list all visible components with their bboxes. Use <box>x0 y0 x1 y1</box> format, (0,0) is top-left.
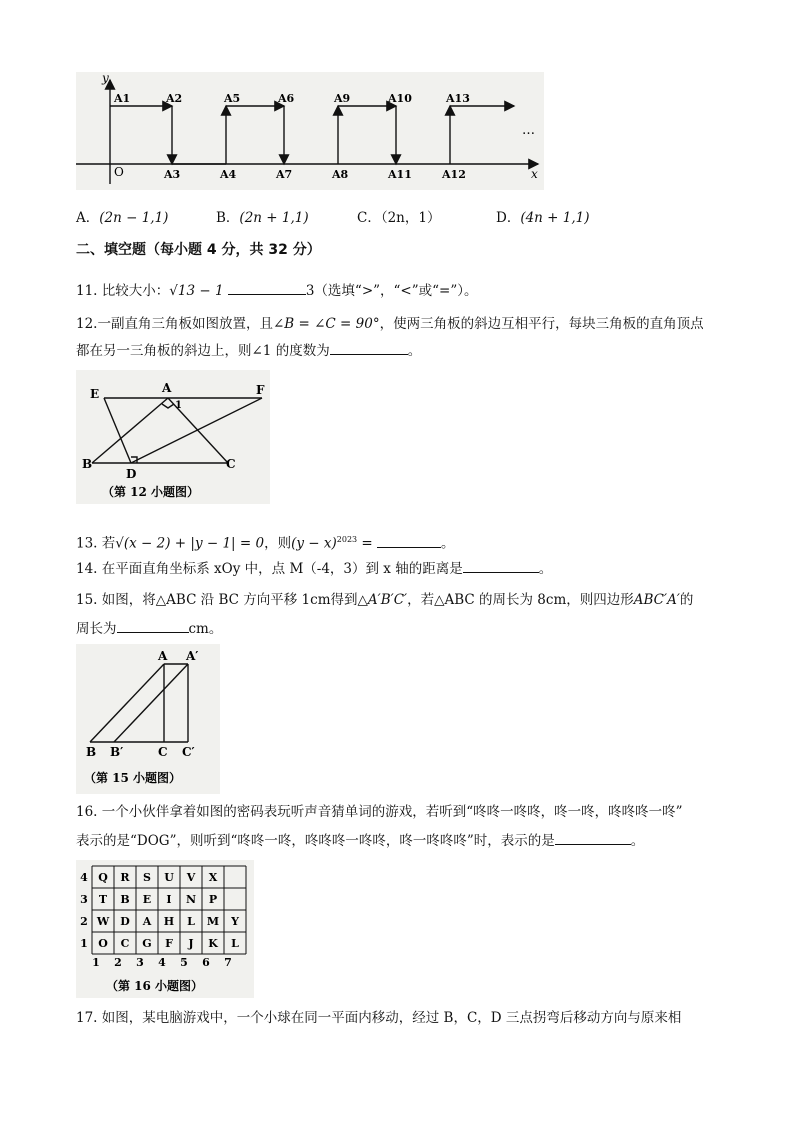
q12-text-2: ，使两三角板的斜边互相平行，每块三角板的直角顶点 <box>379 316 704 332</box>
grid-cell-letter: L <box>231 937 239 950</box>
grid-cell-letter: I <box>166 893 172 906</box>
row-label: 3 <box>80 893 88 906</box>
q13-end: 。 <box>441 535 455 552</box>
label-A13: A13 <box>446 92 470 105</box>
line-BA <box>92 398 168 463</box>
grid-cell-letter: S <box>143 871 151 884</box>
label-A-prime: A′ <box>186 649 199 663</box>
figure-16-caption: （第 16 小题图） <box>106 979 204 993</box>
grid-cell-letter: X <box>208 871 218 884</box>
label-A4: A4 <box>220 168 237 181</box>
q13-expr-1: √(x − 2) + |y − 1| = 0 <box>115 535 265 552</box>
q13-expr-2: (y − x) <box>291 535 337 552</box>
q15-text-3: 的 <box>679 592 694 608</box>
label-A: A <box>162 381 172 395</box>
label-A1: A1 <box>114 92 131 105</box>
q14-answer-blank[interactable] <box>463 558 539 573</box>
figure-12-caption: （第 12 小题图） <box>102 485 200 499</box>
option-d[interactable] <box>496 206 590 226</box>
label-angle-1: 1 <box>175 400 182 411</box>
question-16-line2 <box>76 830 644 851</box>
q16-text: 表示的是“DOG”，则听到“咚咚一咚，咚咚咚一咚咚，咚一咚咚咚”时，表示的是 <box>76 833 555 849</box>
ellipsis: … <box>522 123 535 138</box>
question-11 <box>76 280 478 301</box>
label-A6: A6 <box>278 92 295 105</box>
question-16-line1: 16. 一个小伙伴拿着如图的密码表玩听声音猜单词的游戏，若听到“咚咚一咚咚，咚一咚，咚咚咚一咚” <box>76 804 683 820</box>
q11-prefix: 11. 比较大小： <box>76 283 170 299</box>
option-c-expr: （2n，1） <box>380 210 441 226</box>
option-c-letter: C． <box>357 210 381 226</box>
q12-text-1: 12.一副直角三角板如图放置，且 <box>76 316 273 332</box>
option-d-letter: D． <box>496 210 521 226</box>
label-A9: A9 <box>334 92 351 105</box>
question-12-line2 <box>76 340 421 361</box>
q15-expr-1: △A′B′C′ <box>357 592 408 608</box>
grid-cell-letter: G <box>142 937 152 950</box>
column-label: 6 <box>202 956 210 969</box>
grid-cell-letter: N <box>185 893 197 906</box>
grid-cell-letter: A <box>142 915 152 928</box>
label-A8: A8 <box>332 168 349 181</box>
q16-answer-blank[interactable] <box>555 830 631 845</box>
column-label: 1 <box>92 956 100 969</box>
question-12-line1 <box>76 314 704 334</box>
label-B: B <box>86 745 97 759</box>
q13-equals: = <box>357 535 378 552</box>
q12-text-end: 。 <box>407 343 422 359</box>
line-B-prime-A-prime <box>114 664 188 742</box>
label-E: E <box>90 387 100 401</box>
q15-text-2: ，若△ABC 的周长为 8cm，则四边形 <box>407 592 634 608</box>
option-b-letter: B． <box>216 210 240 226</box>
cipher-grid <box>76 860 254 998</box>
grid-cell-letter: R <box>120 871 130 884</box>
label-A2: A2 <box>166 92 183 105</box>
label-D: D <box>126 467 137 481</box>
grid-cell-letter: O <box>98 937 108 950</box>
label-B-prime: B′ <box>110 745 124 759</box>
figure-12 <box>76 370 270 504</box>
label-A5: A5 <box>224 92 241 105</box>
question-14 <box>76 558 552 579</box>
label-F: F <box>256 383 265 397</box>
origin-label: O <box>114 165 124 179</box>
question-15-line2 <box>76 618 222 639</box>
q14-text: 14. 在平面直角坐标系 xOy 中，点 M（-4，3）到 x 轴的距离是 <box>76 561 463 577</box>
label-A3: A3 <box>164 168 181 181</box>
right-angle-mark-A <box>162 404 174 408</box>
grid-cell-letter: C <box>120 937 130 950</box>
q13-answer-blank[interactable] <box>377 533 441 548</box>
x-axis-label: x <box>531 167 538 181</box>
column-label: 3 <box>136 956 144 969</box>
label-C: C <box>226 457 236 471</box>
option-d-expr: (4n + 1,1) <box>520 210 590 226</box>
q13-mid: ，则 <box>264 535 292 552</box>
option-a-expr: (2n − 1,1) <box>99 210 169 226</box>
column-label: 2 <box>114 956 122 969</box>
column-label: 5 <box>180 956 188 969</box>
grid-cell-letter: V <box>186 871 196 884</box>
q14-end: 。 <box>538 561 553 577</box>
q15-answer-blank[interactable] <box>117 618 189 633</box>
line-BA <box>90 664 164 742</box>
grid-cell-letter: B <box>120 893 130 906</box>
grid-cell-letter: K <box>208 937 218 950</box>
line-ED <box>104 398 131 463</box>
q16-end: 。 <box>630 833 645 849</box>
label-A7: A7 <box>276 168 293 181</box>
row-label: 1 <box>80 937 88 950</box>
label-C-prime: C′ <box>182 745 195 759</box>
section-title: 二、填空题（每小题 4 分，共 32 分） <box>76 242 321 258</box>
label-A10: A10 <box>388 92 412 105</box>
label-A12: A12 <box>442 168 466 181</box>
grid-cell-letter: Y <box>231 915 239 928</box>
y-axis-label: y <box>102 72 109 85</box>
q15-text-4: 周长为 <box>76 621 117 637</box>
grid-cell-letter: J <box>188 937 194 950</box>
option-a-letter: A． <box>76 210 100 226</box>
q13-prefix: 13. 若 <box>76 535 116 552</box>
option-a[interactable] <box>76 206 168 226</box>
q13-exponent: 2023 <box>336 535 358 544</box>
grid-cell-letter: E <box>142 893 152 906</box>
figure-15-caption: （第 15 小题图） <box>84 771 182 785</box>
row-label: 2 <box>80 915 88 928</box>
q12-answer-blank[interactable] <box>330 340 408 355</box>
question-15-line1 <box>76 590 693 610</box>
label-C: C <box>158 745 168 759</box>
row-label: 4 <box>80 871 88 884</box>
option-b[interactable] <box>216 206 309 226</box>
grid-cell-letter: Q <box>98 871 108 884</box>
q11-suffix: 3（选填“>”，“<”或“=”）。 <box>305 283 478 299</box>
q15-expr-2: ABC′A′ <box>633 592 680 608</box>
grid-cell-letter: L <box>187 915 195 928</box>
path-segments <box>110 106 514 164</box>
q11-expr: √13 − 1 <box>169 283 224 299</box>
grid-cell-letter: M <box>206 915 220 928</box>
label-A: A <box>158 649 168 663</box>
question-17: 17. 如图，某电脑游戏中，一个小球在同一平面内移动，经过 B，C，D 三点拐弯后移动方向与原来相 <box>76 1010 682 1026</box>
grid-cell-letter: W <box>96 915 110 928</box>
q15-text-1: 15. 如图，将△ABC 沿 BC 方向平移 1cm得到 <box>76 592 358 608</box>
q15-text-5: cm。 <box>188 621 223 637</box>
label-B: B <box>82 457 93 471</box>
grid-cell-letter: H <box>163 915 175 928</box>
question-13 <box>76 530 455 554</box>
grid-cell-letter: T <box>98 893 108 906</box>
grid-cell-letter: U <box>164 871 174 884</box>
figure-15 <box>76 644 220 794</box>
grid-cell-letter: D <box>120 915 130 928</box>
line-DF <box>131 398 262 463</box>
q12-text-3: 都在另一三角板的斜边上，则∠1 的度数为 <box>76 343 330 359</box>
figure-16-cipher-table <box>76 860 254 998</box>
q11-answer-blank[interactable] <box>228 280 306 295</box>
column-label: 7 <box>224 956 232 969</box>
grid-cell-letter: P <box>208 893 218 906</box>
option-c[interactable] <box>357 206 440 226</box>
staircase-figure <box>76 72 544 190</box>
grid-cell-letter: F <box>165 937 173 950</box>
label-A11: A11 <box>388 168 412 181</box>
option-b-expr: (2n + 1,1) <box>239 210 309 226</box>
column-label: 4 <box>158 956 166 969</box>
q12-expr: ∠B = ∠C = 90° <box>272 316 380 332</box>
